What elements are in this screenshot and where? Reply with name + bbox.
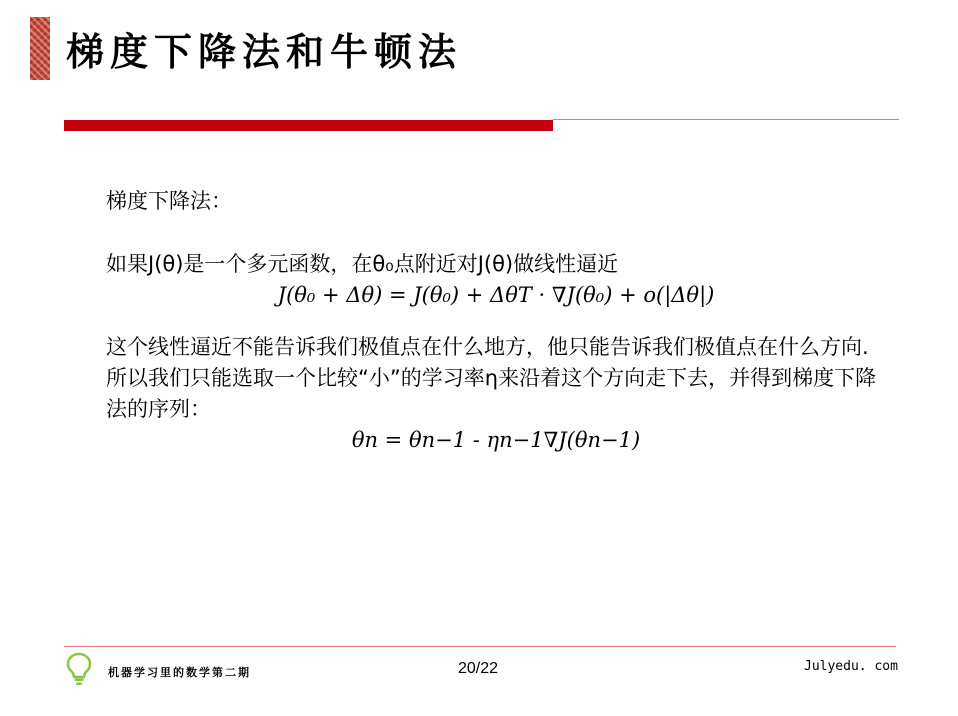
intro-text: 如果J(θ)是一个多元函数，在θ₀点附近对J(θ)做线性逼近 <box>106 252 619 276</box>
content-heading: 梯度下降法： <box>106 189 232 213</box>
title-accent-block <box>30 17 50 80</box>
lightbulb-icon <box>66 652 92 686</box>
equation-1: J(θ₀ + Δθ) = J(θ₀) + ΔθT · ∇J(θ₀) + o(|Δθ|) <box>277 283 715 307</box>
footer-website: Julyedu. com <box>804 659 898 674</box>
gradient-descent-equation <box>106 425 886 455</box>
footer-course-name: 机器学习里的数学第二期 <box>108 666 251 679</box>
explanation-paragraph: 这个线性逼近不能告诉我们极值点在什么地方，他只能告诉我们极值点在什么方向. 所以我们只能选取一个比较“小”的学习率η来沿着这个方向走下去，并得到梯度下降法的序列： <box>106 335 877 421</box>
equation-2: θn = θn−1 - ηn−1∇J(θn−1) <box>351 428 641 452</box>
title-underline-thick <box>64 120 553 131</box>
slide-content <box>106 186 886 455</box>
linear-approx-equation <box>106 280 886 310</box>
page-number: 20/22 <box>458 660 499 677</box>
footer-divider <box>64 646 896 647</box>
title-underline-thin <box>553 119 899 120</box>
slide-title: 梯度下降法和牛顿法 <box>66 29 463 74</box>
